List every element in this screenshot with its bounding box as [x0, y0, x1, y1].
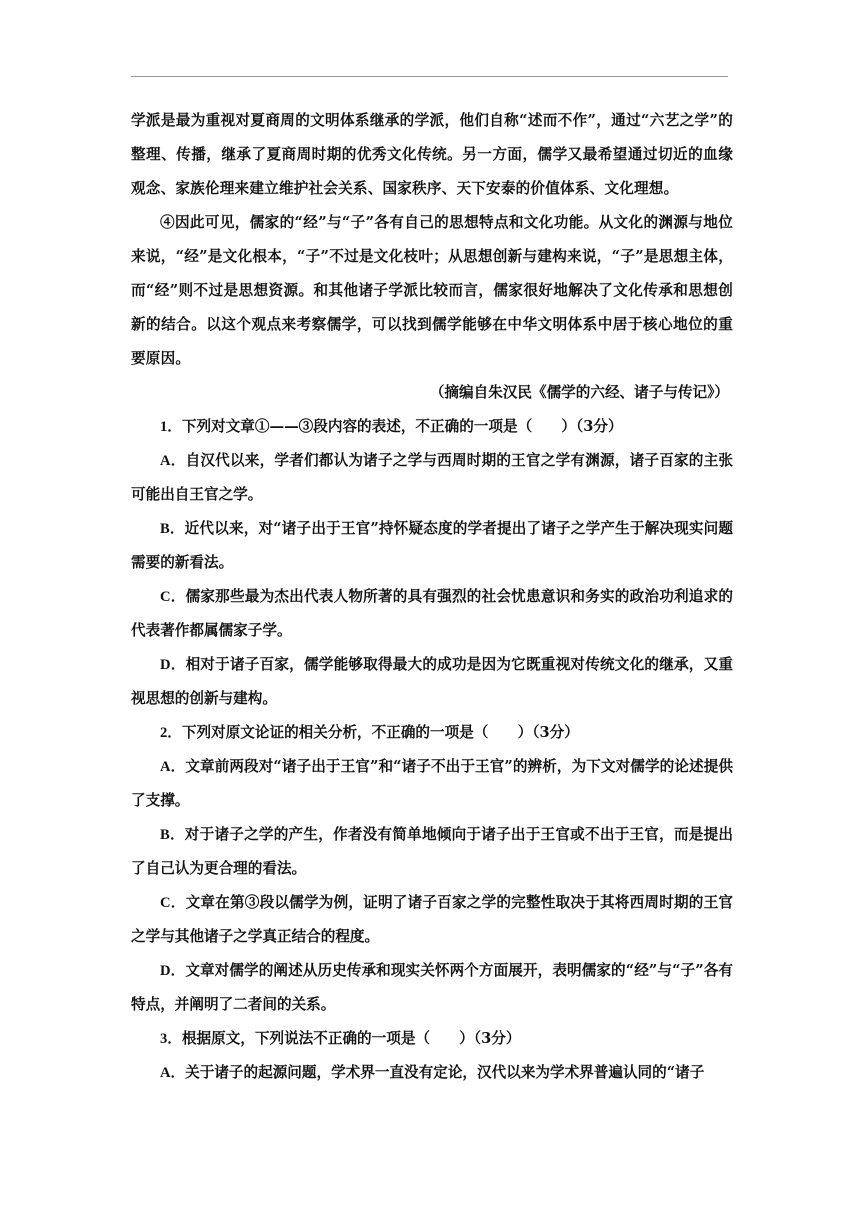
option-letter: A． — [160, 1065, 186, 1081]
option-letter: B． — [160, 827, 185, 843]
question-text: 根据原文，下列说法不正确的一项是（ ）（3分） — [181, 1030, 521, 1047]
passage-source: （摘编自朱汉民《儒学的六经、诸子与传记》） — [429, 384, 729, 401]
option-text: 儒家那些最为杰出代表人物所著的具有强烈的社会忧患意识和务实的政治功利追求的代表著作都属儒家子学。 — [131, 588, 733, 639]
question-1-option-d — [131, 648, 733, 716]
passage-paragraph-continued: 学派是最为重视对夏商周的文明体系继承的学派，他们自称“述而不作”，通过“六艺之学”的整理、传播，继承了夏商周时期的优秀文化传统。另一方面，儒学又最希望通过切近的血缘观念、家族伦理来建立维护社会关系、国家秩序、天下安泰的价值体系、文化理想。 — [131, 112, 733, 197]
option-letter: A． — [160, 453, 186, 469]
option-text: 文章对儒学的阐述从历史传承和现实关怀两个方面展开，表明儒家的“经”与“子”各有特点，并阐明了二者间的关系。 — [131, 962, 733, 1013]
question-number: 1． — [160, 419, 182, 435]
option-text: 文章在第③段以儒学为例，证明了诸子百家之学的完整性取决于其将西周时期的王官之学与其他诸子之学真正结合的程度。 — [131, 894, 733, 945]
question-2-option-b — [131, 818, 733, 886]
question-2-option-a — [131, 750, 733, 818]
question-number: 2． — [160, 725, 182, 741]
header-rule — [131, 76, 728, 77]
question-1-option-b — [131, 512, 733, 580]
option-text: 自汉代以来，学者们都认为诸子之学与西周时期的王官之学有渊源，诸子百家的主张可能出自王官之学。 — [131, 452, 733, 503]
question-number: 3． — [160, 1031, 182, 1047]
question-1-option-a — [131, 444, 733, 512]
option-letter: C． — [160, 589, 186, 605]
question-2-option-c — [131, 886, 733, 954]
option-text: 文章前两段对“诸子出于王官”和“诸子不出于王官”的辨析，为下文对儒学的论述提供了支撑。 — [131, 758, 733, 809]
option-letter: D． — [160, 657, 186, 673]
question-text: 下列对文章①——③段内容的表述，不正确的一项是（ ）（3分） — [181, 418, 623, 435]
question-1-stem — [131, 410, 733, 444]
option-letter: B． — [160, 521, 185, 537]
option-text: 关于诸子的起源问题，学术界一直没有定论，汉代以来为学术界普遍认同的“诸子 — [185, 1064, 705, 1081]
option-text: 近代以来，对“诸子出于王官”持怀疑态度的学者提出了诸子之学产生于解决现实问题需要的新看法。 — [131, 520, 734, 571]
document-body — [131, 104, 733, 1090]
question-1-option-c — [131, 580, 733, 648]
option-text: 相对于诸子百家，儒学能够取得最大的成功是因为它既重视对传统文化的继承，又重视思想的创新与建构。 — [131, 656, 733, 707]
option-letter: D． — [160, 963, 186, 979]
option-text: 对于诸子之学的产生，作者没有简单地倾向于诸子出于王官或不出于王官，而是提出了自己认为更合理的看法。 — [131, 826, 733, 877]
question-2-option-d — [131, 954, 733, 1022]
question-2-stem — [131, 716, 733, 750]
passage-paragraph-4: ④因此可见，儒家的“经”与“子”各有自己的思想特点和文化功能。从文化的渊源与地位来说，“经”是文化根本，“子”不过是文化枝叶；从思想创新与建构来说，“子”是思想主体，而“经”则不过是思想资源。和其他诸子学派比较而言，儒家很好地解决了文化传承和思想创新的结合。以这个观点来考察儒学，可以找到儒学能够在中华文明体系中居于核心地位的重要原因。 — [131, 214, 733, 367]
question-3-stem — [131, 1022, 733, 1056]
question-3-option-a — [131, 1056, 733, 1090]
question-text: 下列对原文论证的相关分析，不正确的一项是（ ）（3分） — [181, 724, 579, 741]
option-letter: C． — [160, 895, 186, 911]
option-letter: A． — [160, 759, 186, 775]
